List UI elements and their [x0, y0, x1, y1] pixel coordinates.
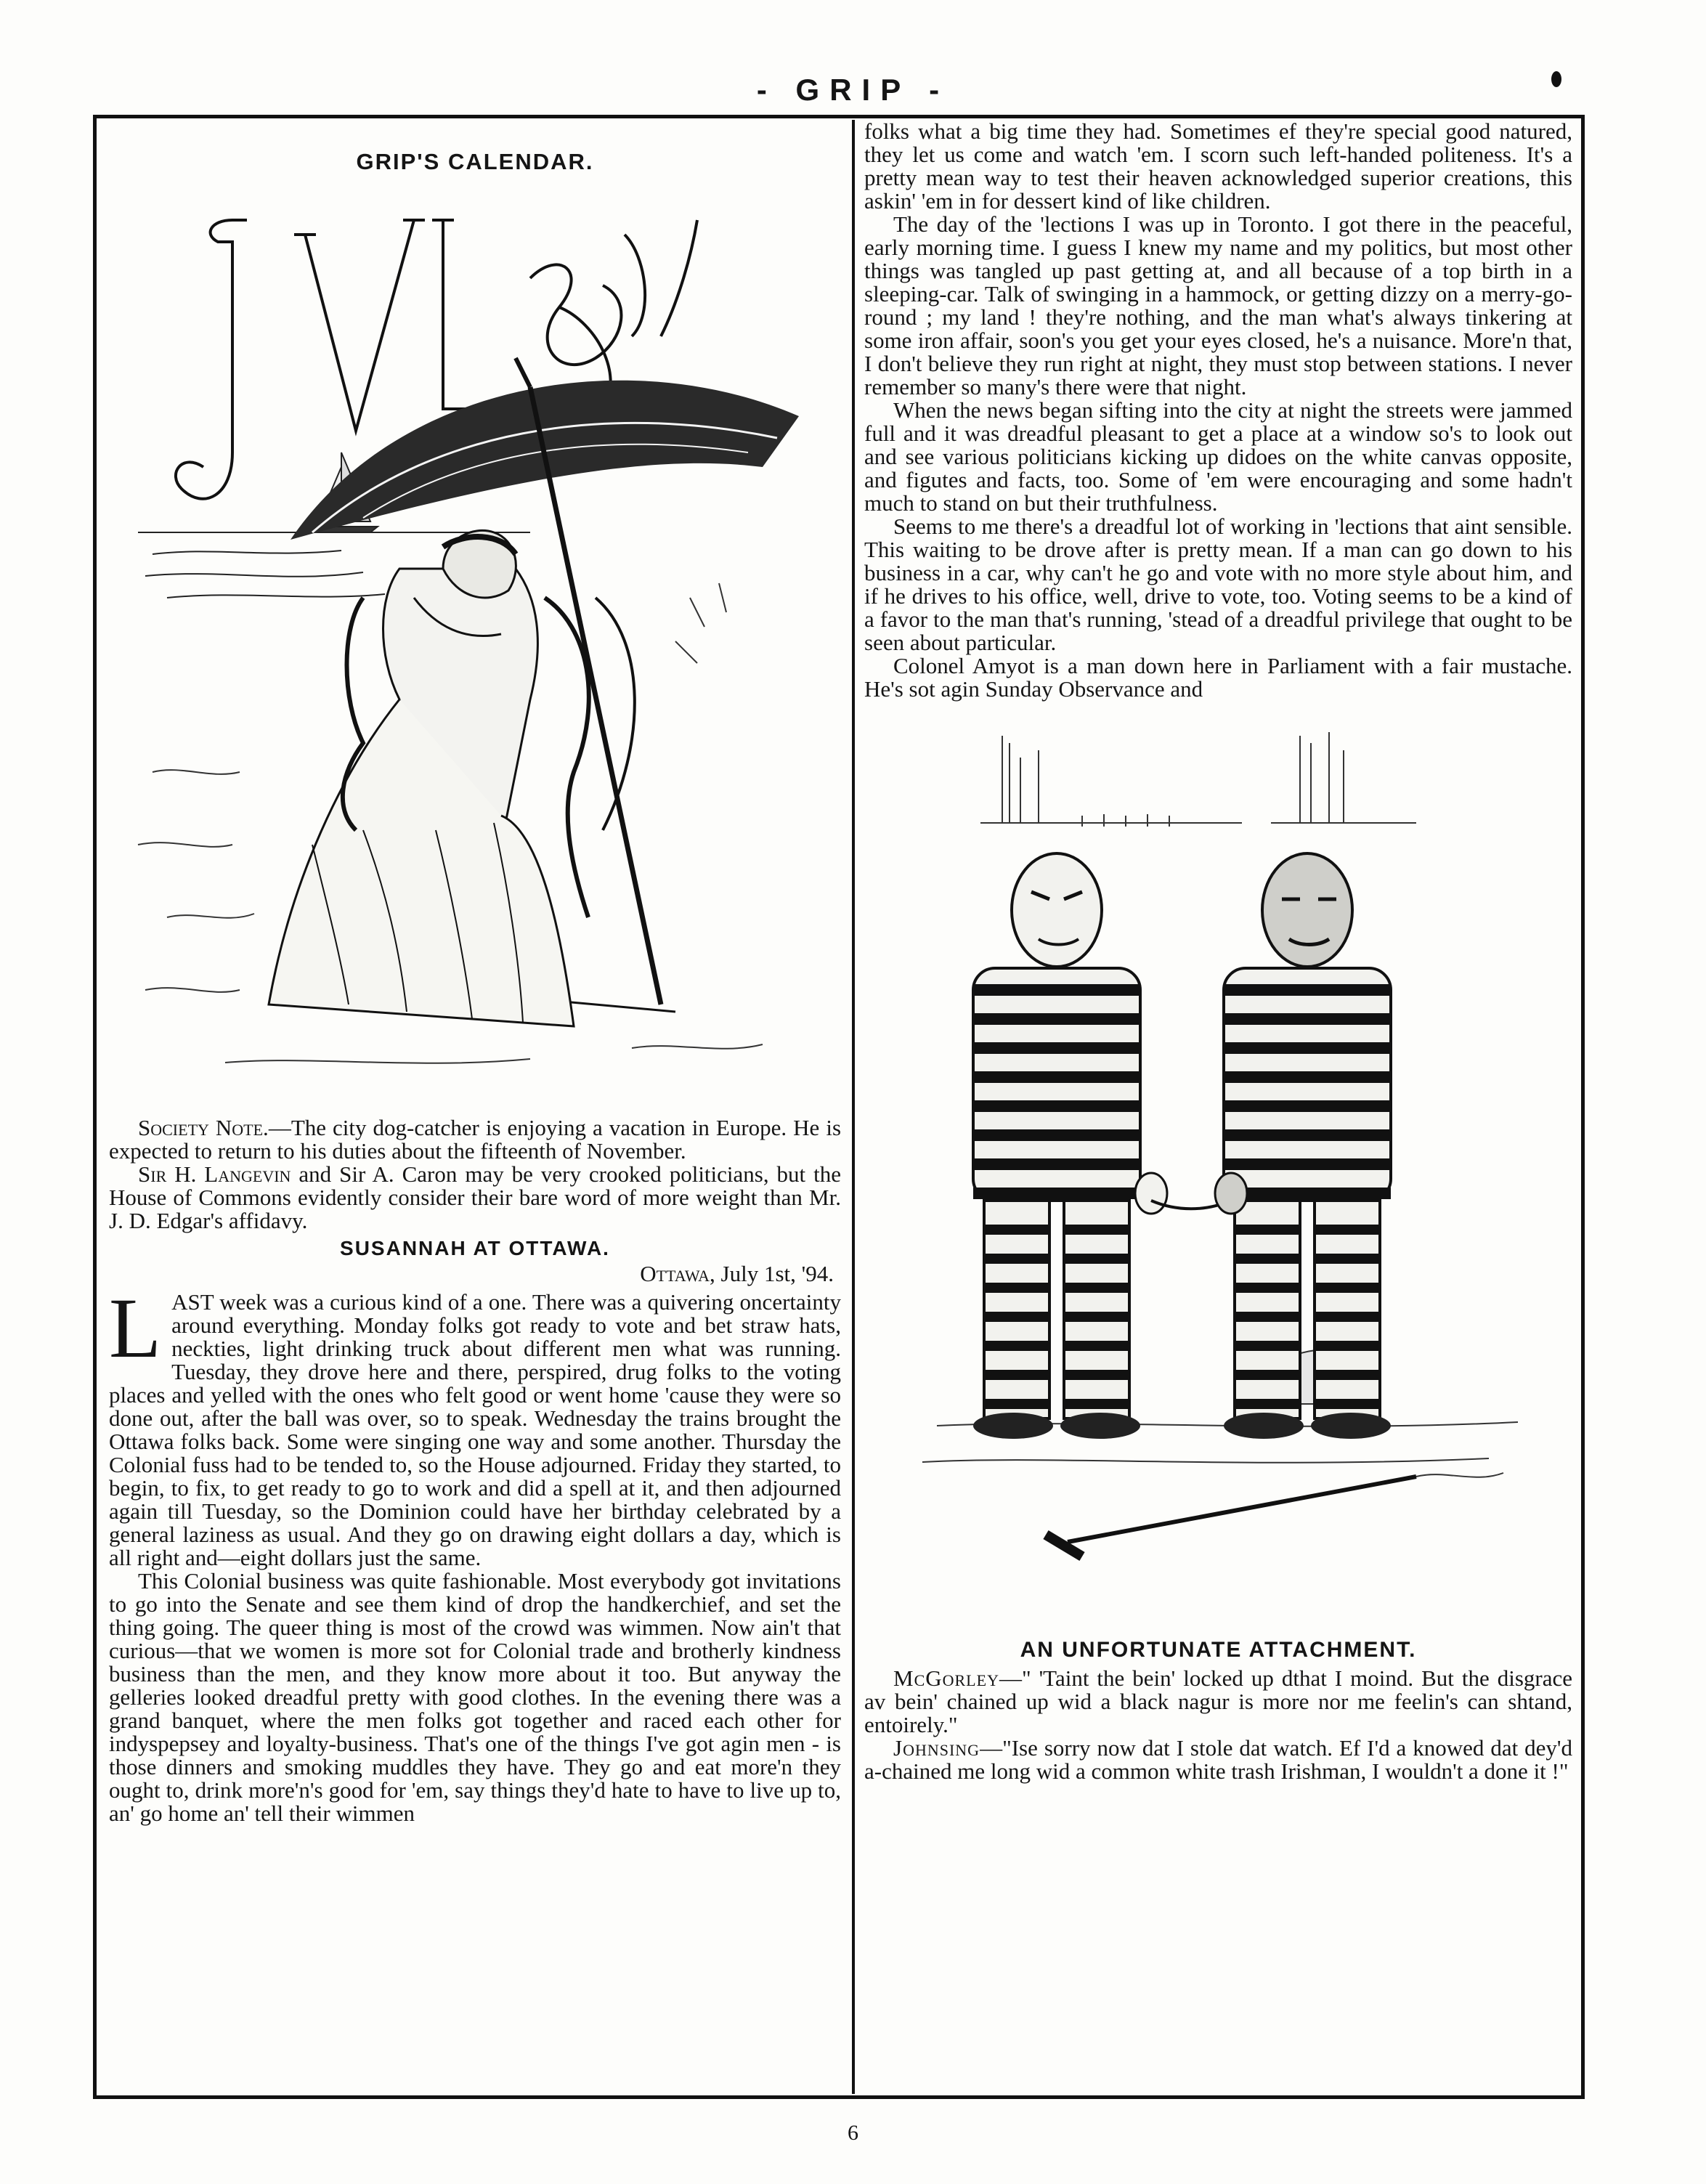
dateline-date: , July 1st, '94. [710, 1261, 834, 1286]
dateline-place: Ottawa [640, 1261, 710, 1286]
speaker-mcgorley: McGorley [893, 1665, 999, 1691]
calendar-illustration [123, 191, 828, 1099]
seated-lady [269, 530, 635, 1026]
cartoon-title: AN UNFORTUNATE ATTACHMENT. [1020, 1638, 1417, 1662]
speaker-johnsing: Johnsing [893, 1735, 980, 1761]
susannah-title: SUSANNAH AT OTTAWA. [340, 1237, 610, 1259]
drop-cap: L [109, 1280, 162, 1376]
running-title: - GRIP - [756, 73, 950, 107]
elections-paragraph: The day of the 'lections I was up in Toronto. I got there in the peaceful, early morning time. I guess I knew my name and my politics, but most other things was tangled up past getting at, and all because of a top birth in a sleeping-car. Talk of swinging in a hammock, or getting dizzy on a merry-go-round ; my land ! they're nothing, and the man what's always tinkering at some iron affair, soon's you get your eyes closed, he's a nuisance. More'n that, I don't believe they run right at night, they must stop between stations. I never remember so many's there were that night. [864, 211, 1572, 399]
johnsing-quote-text: —"Ise sorry now dat I stole dat watch. Ef I'd a knowed dat dey'd a-chained me long wid a common white trash Irishman, I wouldn't a done it !" [864, 1735, 1572, 1784]
society-note-label: Society Note. [138, 1115, 269, 1140]
page-number: 6 [848, 2121, 858, 2145]
susannah-paragraph-1 [109, 1280, 841, 1570]
prisoner-right [1215, 853, 1391, 1439]
society-note [109, 1116, 841, 1163]
continued-paragraph: folks what a big time they had. Sometimes ef they're special good natured, they let us come and watch 'em. I scorn such left-handed politeness. It's a pretty mean way to test their heaven acknowledged superior creations, this askin' 'em in for dessert kind of like children. [864, 118, 1572, 214]
langevin-lead: Sir H. Langevin [138, 1161, 291, 1187]
dateline [109, 1262, 834, 1286]
ink-mark [1551, 71, 1561, 87]
mcgorley-quote-text: —" 'Taint the bein' locked up dthat I moind. But the disgrace av bein' chained up wid a black nagur is more nor me feelin's can shtand, entoirely." [864, 1665, 1572, 1737]
right-column [864, 120, 1572, 1783]
pickaxe [1046, 1477, 1416, 1556]
johnsing-quote [864, 1737, 1572, 1783]
society-note-text: —The city dog-catcher is enjoying a vacation in Europe. He is expected to return to his duties about the fifteenth of November. [109, 1115, 842, 1164]
column-divider [852, 120, 855, 2094]
mcgorley-quote [864, 1667, 1572, 1737]
amyot-paragraph: Colonel Amyot is a man down here in Parliament with a fair mustache. He's sot agin Sunday Observance and [864, 653, 1572, 702]
langevin-text: and Sir A. Caron may be very crooked politicians, but the House of Commons evidently consider their bare word of more weight than Mr. J. D. Edgar's affidavy. [109, 1161, 841, 1233]
news-paragraph: When the news began sifting into the city at night the streets were jammed full and it was dreadful pleasant to get a place at a window so's to look out and see various politicians kicking up didoes on the white canvas opposite, and figutes and facts, too. Some of 'em were encouraging and some hadn't much to stand on but their truthfulness. [864, 397, 1572, 516]
prisoner-left [973, 853, 1167, 1439]
background-buildings [980, 732, 1416, 827]
calendar-title: GRIP'S CALENDAR. [356, 149, 594, 174]
susannah-paragraph-2: This Colonial business was quite fashionable. Most everybody got invitations to go into the Senate and see them kind of drop the handkerchief, and set the thing going. The queer thing is most of the crowd was wimmen. Now ain't that curious—that we women is more sot for Colonial trade and brotherly kindness business than the men, and they know more about it too. But anyway the gelleries looked dreadful pretty with good clothes. In the evening there was a grand banquet, where the men folks got together and raced each other for indyspepsey and loyalty-business. That's one of the things I've got agin men - is those dinners and smoking muddles they have. They go and eat more'n they ought to, drink more'n's good for 'em, say things they'd hate to have to live up to, an' go home an' tell their wimmen [109, 1568, 841, 1826]
langevin-paragraph [109, 1163, 841, 1233]
voting-paragraph: Seems to me there's a dreadful lot of working in 'lections that aint sensible. This waiting to be drove after is pretty mean. If a man can go down to his business in a car, why can't he go and vote with no more style about him, and if he drives to his office, well, drive to vote, too. Voting seems to be a kind of a favor to the man that's running, 'stead of a dreadful privilege that ought to be seen about particular. [864, 513, 1572, 655]
left-column [109, 120, 841, 1825]
chained-prisoners-cartoon [864, 728, 1572, 1629]
susannah-paragraph-1-text: AST week was a curious kind of a one. There was a quivering oncertainty around everything. Monday folks got ready to vote and bet straw hats, neckties, light drinking truck about different men what was running. Tuesday, they drove here and there, perspired, drug folks to the voting places and yelled with the ones who felt good or went home 'cause they were so done out, after the ball was over, so to speak. Wednesday the trains brought the Ottawa folks back. Some were singing one way and some another. Thursday the Colonial fuss had to be tended to, so the House adjourned. Friday they started, to begin, to fix, to get ready to go to work and did a spell at it, and then adjourned again till Tuesday, so the Dominion could have her birthday celebrated by a general laziness as usual. And they go on drawing eight dollars a day, which is all right and—eight dollars just the same. [109, 1289, 841, 1570]
